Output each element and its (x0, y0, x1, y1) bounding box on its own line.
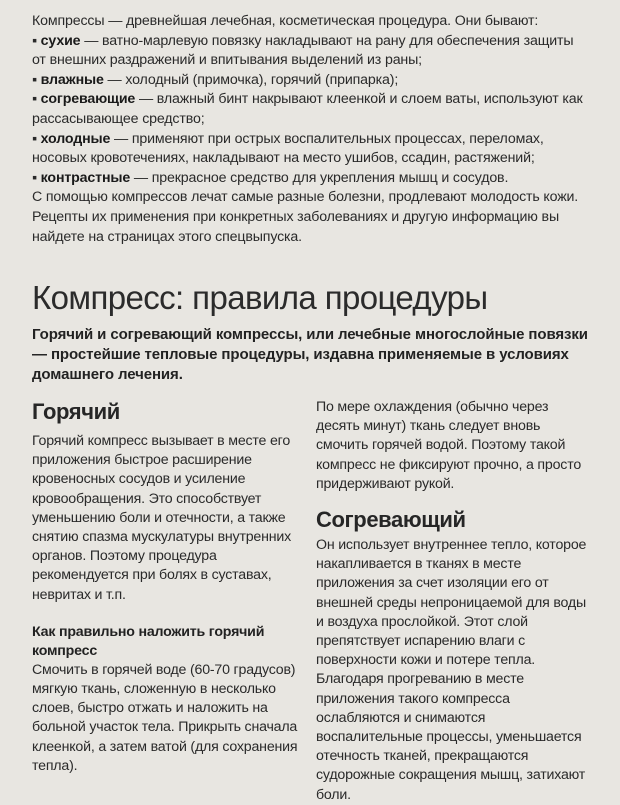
lead-text: Горячий и согревающий компрессы, или лечебные многослойные повязки — простейшие тепловые процедуры, издавна применяемые в условиях домашнего лечения. (32, 326, 588, 383)
intro-term: согревающие (40, 91, 136, 108)
hot-heading: Горячий (32, 399, 120, 424)
intro-term: холодные (40, 130, 111, 147)
intro-block (32, 12, 588, 247)
left-column (32, 398, 300, 776)
intro-item-wet: ▪ влажные — холодный (примочка), горячий (припарка); (32, 71, 399, 88)
warm-heading: Согревающий (316, 507, 466, 533)
article-lead (32, 325, 598, 385)
intro-closing: С помощью компрессов лечат самые разные болезни, продлевают молодость кожи. Рецепты их применения при конкретных заболеваниях и другую информацию вы найдете на страницах этого спецвыпуска. (32, 189, 579, 245)
intro-first-line: Компрессы — древнейшая лечебная, косметическая процедура. Они бывают: (32, 13, 539, 29)
intro-item-text: — применяют при острых воспалительных процессах, переломах, носовых кровотечениях, накладывают на место ушибов, ссадин, растяжений; (32, 130, 544, 167)
intro-item-warming: ▪ согревающие — влажный бинт накрывают клеенкой и слоем ваты, используют как рассасывающее средство; (32, 91, 583, 127)
hot-body: Горячий компресс вызывает в месте его приложения быстрое расширение кровеносных сосудов и усиление кровообращения. Это способствует уменьшению боли и отечности, а также снятию спазма мускулатуры внутренних органов. Поэтому процедура рекомендуется при болях в суставах, невритах и т.п. (32, 433, 292, 603)
intro-term: сухие (40, 32, 81, 49)
warm-body: Он использует внутреннее тепло, которое накапливается в тканях в месте приложения за счет изоляции его от внешней среды непроницаемой для воды и воздуха прослойкой. Этот слой препятствует испарению влаги с поверхности кожи и потере тепла. Благодаря прогреванию в месте приложения такого компресса ослабляются и снимаются воспалительные процессы, уменьшается отечность тканей, прекращаются судорожные сокращения мышц, затихают боли. (316, 537, 587, 803)
intro-term: контрастные (40, 169, 131, 186)
intro-item-text: — холодный (примочка), горячий (припарка); (107, 71, 399, 88)
intro-item-contrast: ▪ контрастные — прекрасное средство для укрепления мышц и сосудов. (32, 169, 509, 186)
intro-term: влажные (40, 71, 104, 88)
howto-heading: Как правильно наложить горячий компресс (32, 623, 265, 659)
right-column (316, 398, 588, 805)
intro-item-dry: ▪ сухие — ватно-марлевую повязку накладывают на рану для обеспечения защиты от внешних раздражений и впитывания выделений из раны; (32, 32, 574, 69)
intro-item-text: — влажный бинт накрывают клеенкой и слоем ваты, используют как рассасывающее средство; (32, 91, 583, 127)
intro-item-text: — прекрасное средство для укрепления мышц и сосудов. (133, 169, 509, 186)
intro-item-cold: ▪ холодные — применяют при острых воспалительных процессах, переломах, носовых кровотечениях, накладывают на место ушибов, ссадин, растяжений; (32, 130, 544, 167)
howto-body: Смочить в горячей воде (60-70 градусов) мягкую ткань, сложенную в несколько слоев, быстро отжать и наложить на больной участок тела. Прикрыть сначала клеенкой, а затем ватой (для сохранения тепла). (32, 661, 298, 774)
hot-continued: По мере охлаждения (обычно через десять минут) ткань следует вновь смочить горячей водой. Поэтому такой компресс не фиксируют прочно, а просто придерживают рукой. (316, 399, 582, 492)
intro-item-text: — ватно-марлевую повязку накладывают на рану для обеспечения защиты от внешних раздражений и впитывания выделений из раны; (32, 32, 574, 69)
article-title: Компресс: правила процедуры (32, 279, 488, 316)
